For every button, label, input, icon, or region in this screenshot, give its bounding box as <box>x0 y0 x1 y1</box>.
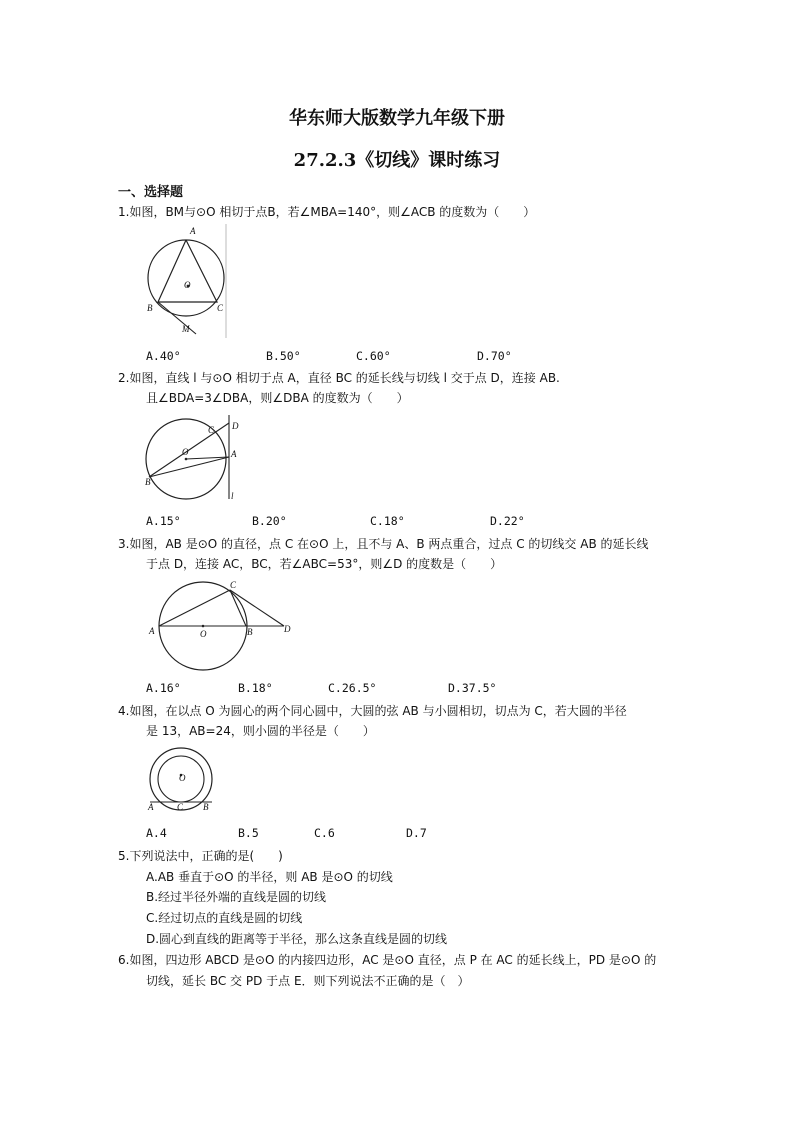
q5-choice-b: B.经过半径外端的直线是圆的切线 <box>146 890 327 904</box>
question-6-line-1: 6.如图，四边形 ABCD 是⊙O 的内接四边形，AC 是⊙O 直径，点 P 在 AC 的延长线上，PD 是⊙O 的 <box>118 953 657 967</box>
label-B: B <box>203 802 209 812</box>
label-C: C <box>177 802 184 812</box>
q5-choice-a: A.AB 垂直于⊙O 的半径，则 AB 是⊙O 的切线 <box>146 870 393 884</box>
label-C: C <box>208 425 215 435</box>
question-6-line-2: 切线，延长 BC 交 PD 于点 E．则下列说法不正确的是（ ） <box>146 974 470 988</box>
q1-option-c: C.60° <box>356 349 391 363</box>
q3-option-d: D.37.5° <box>448 681 497 695</box>
question-1-line-1: 1.如图，BM与⊙O 相切于点B，若∠MBA=140°，则∠ACB 的度数为（ ） <box>118 205 536 219</box>
question-4-figure <box>146 746 216 812</box>
q3-option-b: B.18° <box>238 681 273 695</box>
label-O: O <box>179 773 186 783</box>
question-3-figure <box>146 580 296 670</box>
label-M: M <box>182 324 190 334</box>
q3-option-a: A.16° <box>146 681 181 695</box>
label-A: A <box>190 226 196 236</box>
label-B: B <box>147 303 153 313</box>
question-1-figure <box>144 224 230 338</box>
q2-option-d: D.22° <box>490 514 525 528</box>
label-A: A <box>148 802 154 812</box>
q4-option-b: B.5 <box>238 826 259 840</box>
q2-option-c: C.18° <box>370 514 405 528</box>
question-4-line-1: 4.如图，在以点 O 为圆心的两个同心圆中，大圆的弦 AB 与小圆相切，切点为 C，若大圆的半径 <box>118 704 627 718</box>
q4-option-c: C.6 <box>314 826 335 840</box>
q1-option-d: D.70° <box>477 349 512 363</box>
q3-option-c: C.26.5° <box>328 681 377 695</box>
q1-option-a: A.40° <box>146 349 181 363</box>
label-B: B <box>145 477 151 487</box>
q2-option-b: B.20° <box>252 514 287 528</box>
document-subtitle: 27.2.3《切线》课时练习 <box>293 150 501 171</box>
question-3-line-2: 于点 D，连接 AC，BC，若∠ABC=53°，则∠D 的度数是（ ） <box>146 557 503 571</box>
label-l: l <box>231 491 234 501</box>
label-O: O <box>200 629 207 639</box>
q4-option-d: D.7 <box>406 826 427 840</box>
label-D: D <box>284 624 291 634</box>
q2-option-a: A.15° <box>146 514 181 528</box>
q5-choice-d: D.圆心到直线的距离等于半径，那么这条直线是圆的切线 <box>146 932 448 946</box>
label-C: C <box>230 580 237 590</box>
question-2-figure <box>144 413 240 501</box>
question-2-line-2: 且∠BDA=3∠DBA，则∠DBA 的度数为（ ） <box>146 391 409 405</box>
label-D: D <box>232 421 239 431</box>
document-title: 华东师大版数学九年级下册 <box>289 108 505 129</box>
section-heading: 一、选择题 <box>118 185 184 200</box>
q5-choice-c: C.经过切点的直线是圆的切线 <box>146 911 303 925</box>
label-B: B <box>247 627 253 637</box>
question-3-line-1: 3.如图，AB 是⊙O 的直径，点 C 在⊙O 上，且不与 A、B 两点重合，过点 C 的切线交 AB 的延长线 <box>118 537 649 551</box>
label-O: O <box>184 280 191 290</box>
question-2-line-1: 2.如图，直线 l 与⊙O 相切于点 A，直径 BC 的延长线与切线 l 交于点 D，连接 AB. <box>118 371 560 385</box>
label-O: O <box>182 447 189 457</box>
question-5-line-1: 5.下列说法中，正确的是( ) <box>118 849 283 863</box>
label-A: A <box>231 449 237 459</box>
question-4-line-2: 是 13，AB=24，则小圆的半径是（ ） <box>146 724 375 738</box>
label-C: C <box>217 303 224 313</box>
q1-option-b: B.50° <box>266 349 301 363</box>
q4-option-a: A.4 <box>146 826 167 840</box>
label-A: A <box>149 626 155 636</box>
